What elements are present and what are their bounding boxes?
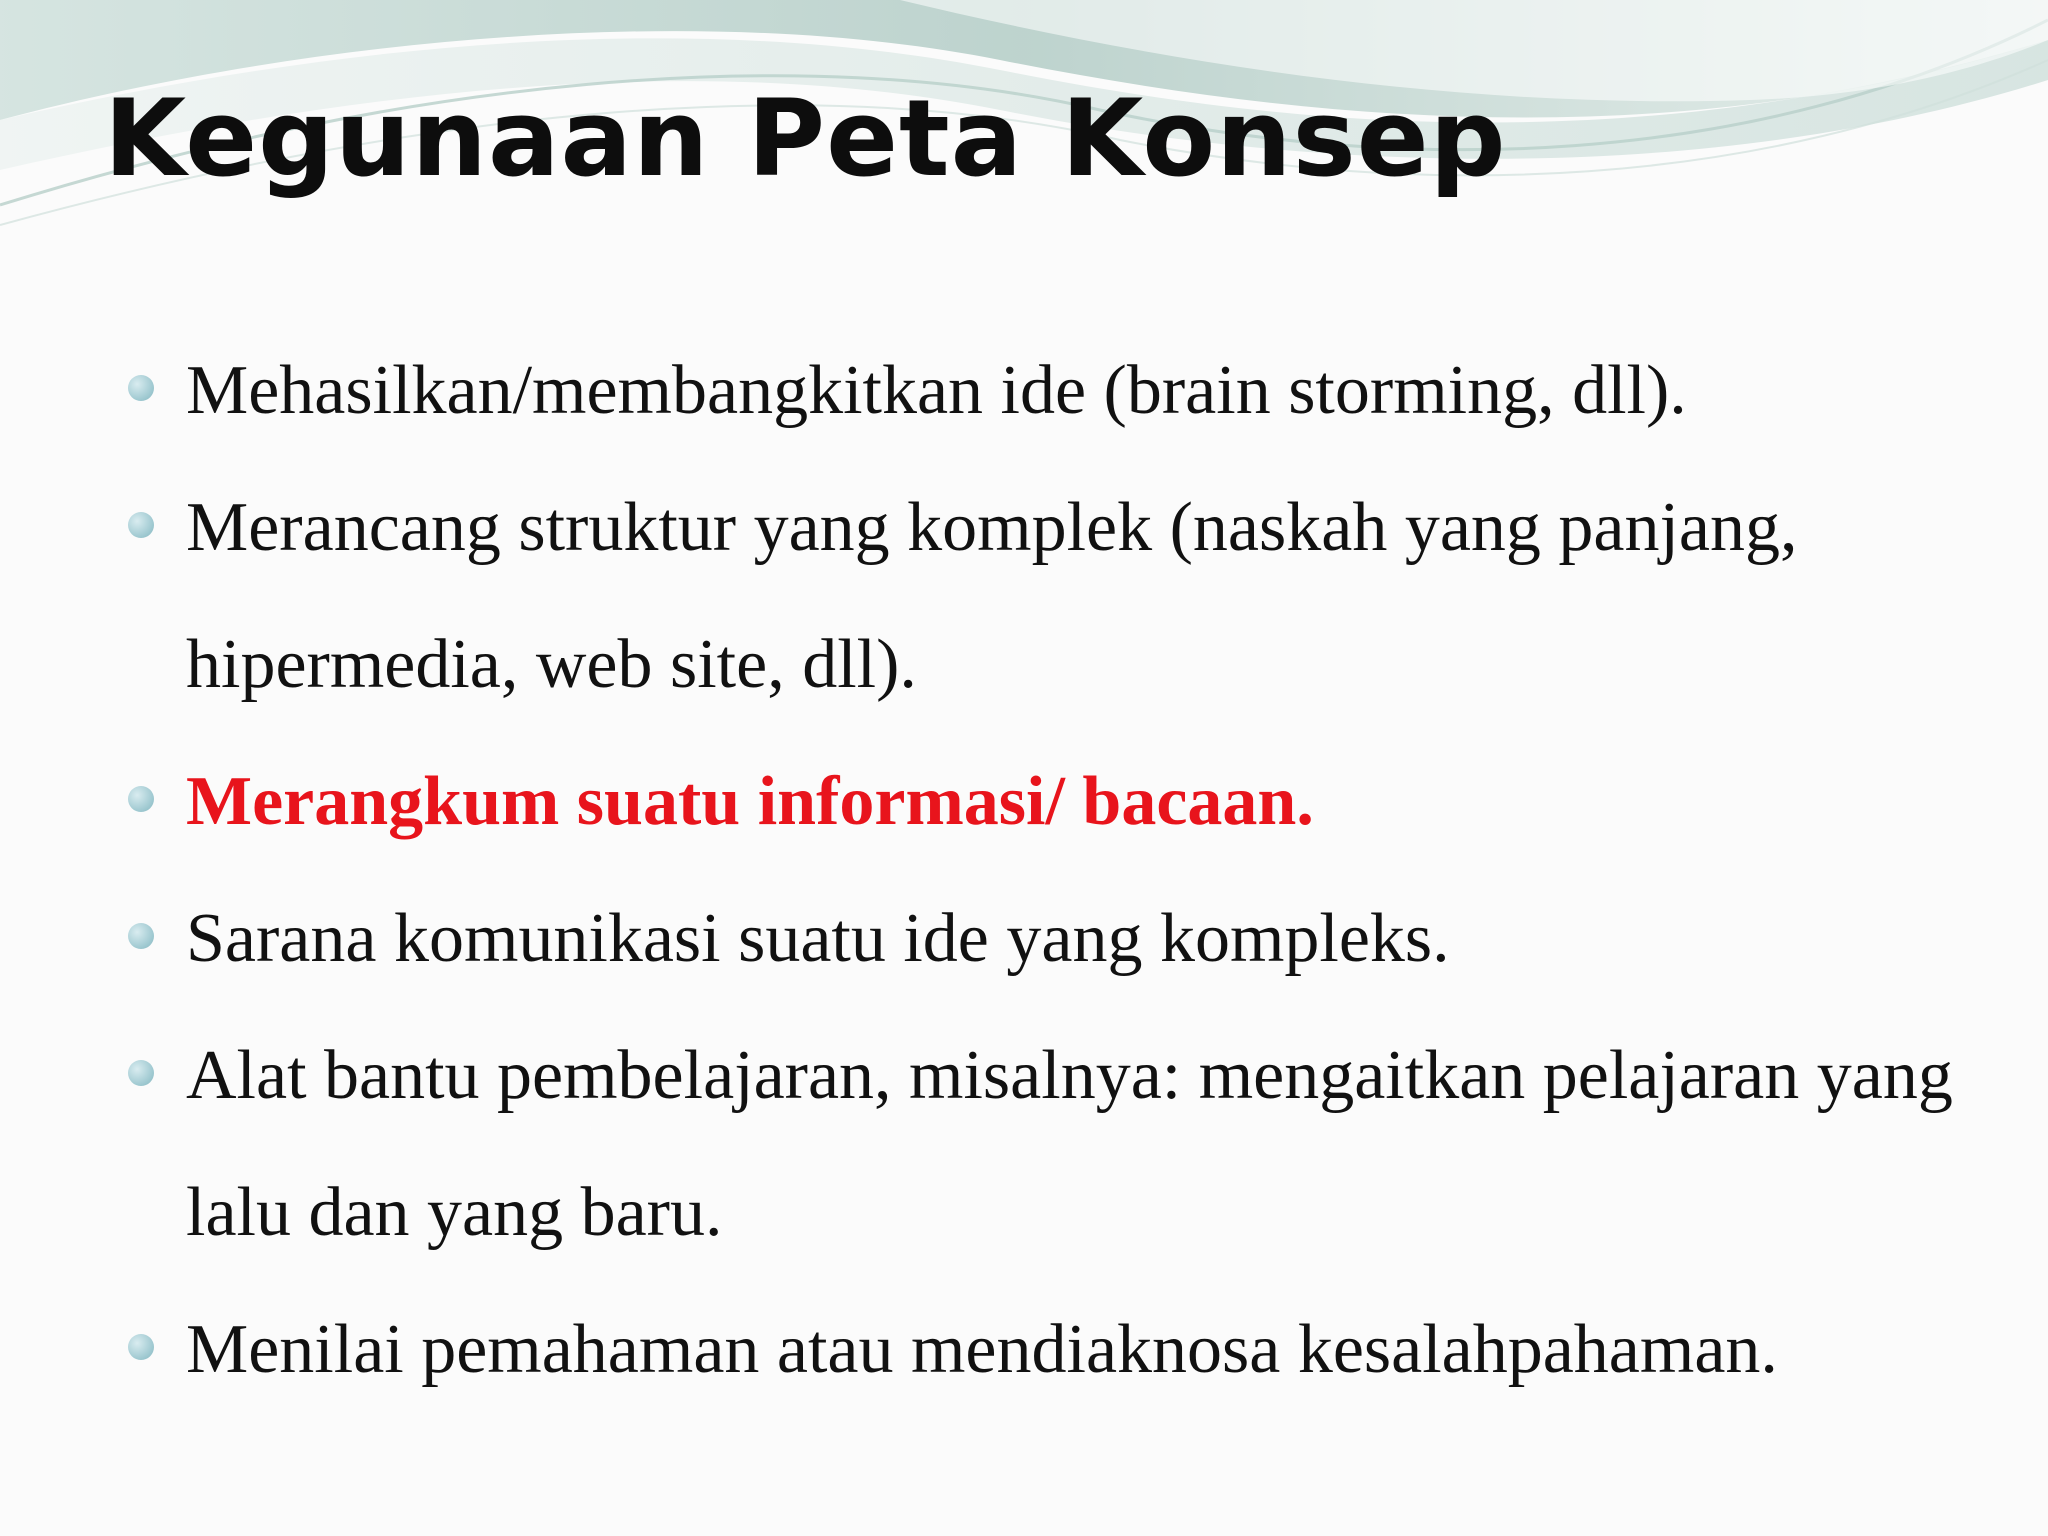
bullet-dot-icon <box>128 923 154 949</box>
bullet-item <box>128 1281 1988 1418</box>
bullet-dot-icon <box>128 512 154 538</box>
bullet-dot-icon <box>128 786 154 812</box>
bullet-text: Merangkum suatu informasi/ bacaan. <box>186 763 1314 840</box>
bullet-list <box>128 322 1988 1418</box>
bullet-item <box>128 870 1988 1007</box>
bullet-dot-icon <box>128 1060 154 1086</box>
bullet-item-highlighted <box>128 733 1988 870</box>
bullet-text: Alat bantu pembelajaran, misalnya: mengaitkan pelajaran yang lalu dan yang baru. <box>186 1037 1953 1251</box>
bullet-item <box>128 1007 1988 1281</box>
bullet-text: Sarana komunikasi suatu ide yang kompleks. <box>186 900 1450 977</box>
bullet-text: Merancang struktur yang komplek (naskah yang panjang, hipermedia, web site, dll). <box>186 489 1798 703</box>
bullet-item <box>128 459 1988 733</box>
bullet-dot-icon <box>128 375 154 401</box>
slide-title: Kegunaan Peta Konsep <box>104 77 1507 200</box>
bullet-item <box>128 322 1988 459</box>
bullet-text: Mehasilkan/membangkitkan ide (brain storming, dll). <box>186 352 1687 429</box>
bullet-text: Menilai pemahaman atau mendiaknosa kesalahpahaman. <box>186 1311 1778 1388</box>
bullet-dot-icon <box>128 1334 154 1360</box>
